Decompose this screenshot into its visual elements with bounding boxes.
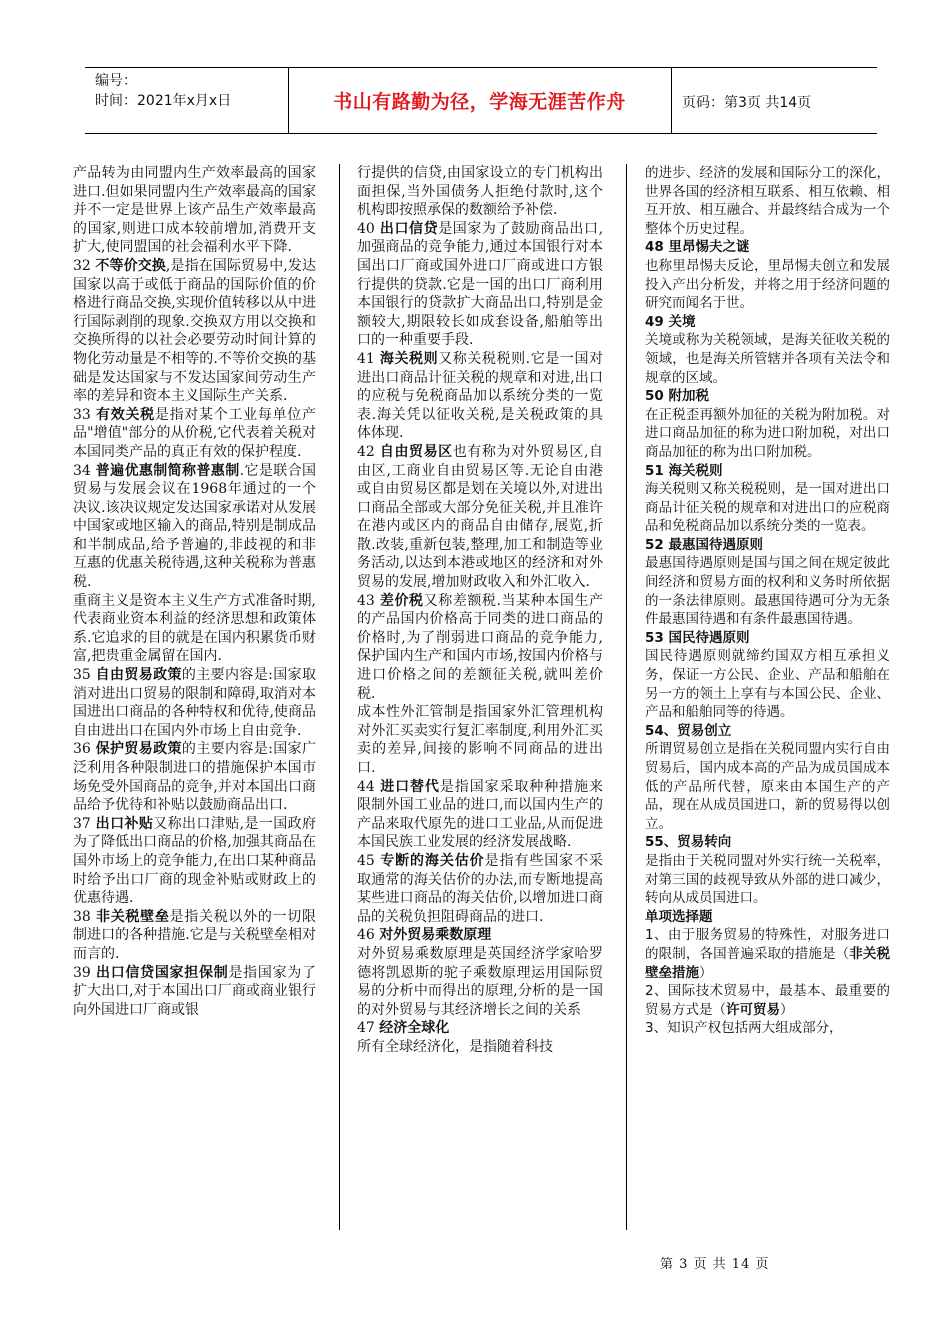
entry-number: 33 [73, 406, 96, 423]
term-entry [357, 926, 603, 945]
term-entry [73, 815, 316, 908]
column-separator [339, 164, 340, 1230]
entry-text: 3、知识产权包括两大组成部分， [645, 1020, 843, 1037]
entry-text: 国民待遇原则就缔约国双方相互承担义务，保证一方公民、企业、产品和船舶在另一方的领土上享有与本国公民、企业、产品和船舶同等的待遇。 [645, 648, 890, 721]
term-title: 出口信贷 [379, 220, 439, 237]
entry-number: 43 [357, 592, 380, 609]
entry-text: 是指关税以外的一切限制进口的各种措施.它是与关税壁垒相对而言的. [73, 908, 317, 962]
term-entry [357, 350, 603, 443]
paragraph [645, 926, 890, 982]
paragraph [357, 945, 603, 1019]
term-entry [73, 257, 316, 406]
page-footer: 第 3 页 共 14 页 [660, 1257, 770, 1272]
term-title: 进口替代 [380, 778, 440, 795]
term-title: 经济全球化 [379, 1020, 450, 1037]
entry-text: 海关税则又称关税税则，是一国对进出口商品计征关税的规章和对进出口的应税商品和免税商品加以系统分类的一览表。 [645, 481, 890, 535]
entry-text: 的主要内容是:国家取消对进出口贸易的限制和障碍,取消对本国进出口商品的各种特权和优待,使商品自由进出口在国内外市场上自由竞争. [73, 667, 317, 739]
paragraph [645, 647, 890, 721]
section-heading: 49 关境 [645, 313, 696, 330]
term-title: 自由贸易政策 [95, 667, 182, 684]
entry-number: 44 [357, 778, 381, 795]
term-title: 普遍优惠制简称普惠制 [95, 462, 240, 479]
section-heading: 50 附加税 [645, 388, 709, 405]
term-entry [357, 1019, 603, 1038]
entry-number: 32 [73, 257, 96, 274]
header-page-code: 页码：第3页 共14页 [682, 95, 812, 111]
section-heading: 51 海关税则 [645, 462, 723, 479]
term-entry [357, 592, 603, 704]
entry-number: 38 [73, 908, 96, 925]
entry-text: 成本性外汇管制是指国家外汇管理机构对外汇买卖实行复汇率制度,利用外汇买卖的差异,间接的影响不同商品的进出口. [357, 704, 603, 776]
entry-text: 1、由于服务贸易的特殊性，对服务进口的限制，各国普遍采取的措施是（ [645, 927, 890, 962]
paragraph [645, 257, 890, 313]
entry-text: 行提供的信贷,由国家设立的专门机构出面担保,当外国债务人拒绝付款时,这个机构即按照承保的数额给予补偿. [357, 165, 603, 219]
entry-text: 是指国家为了扩大出口,对于本国出口厂商或商业银行向外国进口厂商或银 [73, 964, 317, 1018]
term-title: 非关税壁垒 [95, 908, 170, 925]
entry-text: .它是联合国贸易与发展会议在1968年通过的一个决议.该决议规定发达国家承诺对从发展中国家或地区输入的商品,特别是制成品和半制成品,给予普遍的,非歧视的和非互惠的优惠关税待遇,这种关税称为普惠税. [73, 462, 317, 591]
section-heading: 52 最惠国待遇原则 [645, 536, 763, 553]
section-heading: 54、贸易创立 [645, 722, 732, 739]
paragraph [357, 703, 603, 777]
term-entry [73, 740, 316, 814]
header-number: 编号： [95, 73, 137, 89]
paragraph [645, 982, 890, 1019]
entry-number: 35 [73, 667, 96, 684]
term-entry [357, 852, 603, 926]
paragraph [645, 164, 890, 238]
term-title: 对外贸易乘数原理 [379, 927, 492, 944]
entry-text: ） [780, 1001, 794, 1018]
term-entry [357, 443, 603, 592]
entry-text: 在正税歪再额外加征的关税为附加税。对进口商品加征的称为进口附加税，对出口商品加征的称为出口附加税。 [645, 406, 890, 460]
paragraph [645, 554, 890, 628]
entry-number: 39 [73, 964, 96, 981]
paragraph [73, 164, 316, 257]
entry-text: 是国家为了鼓励商品出口,加强商品的竞争能力,通过本国银行对本国出口厂商或国外进口厂商或进口方银行提供的贷款.它是一国的出口厂商利用本国银行的贷款扩大商品出口,特别是金额较大,期限较长如成套设备,船舶等出口的一种重要手段. [357, 220, 604, 349]
header-motto: 书山有路勤为径，学海无涯苦作舟 [333, 91, 626, 113]
section-heading: 53 国民待遇原则 [645, 629, 750, 646]
section-heading: 单项选择题 [645, 908, 713, 925]
paragraph [645, 331, 890, 387]
entry-number: 47 [357, 1020, 380, 1037]
term-entry [73, 908, 316, 964]
header-top-rule [85, 67, 877, 68]
entry-text: ,是指在国际贸易中,发达国家以高于或低于商品的国际价值的价格进行商品交换,实现价值转移以从中进行国际剥削的现象.交换双方用以交换和交换所得的以社会必要劳动时间计算的物化劳动量是不相等的.不等价交换的基础是发达国家与不发达国家间劳动生产率的差异和资本主义国际生产关系. [73, 257, 317, 405]
entry-text: 的进步、经济的发展和国际分工的深化，世界各国的经济相互联系、相互依赖、相互开放、相互融合、并最终结合成为一个整体个历史过程。 [645, 165, 890, 237]
header-meta [95, 71, 231, 111]
entry-text: 是指有些国家不采取通常的海关估价的办法,而专断地提高某些进口商品的海关估价,以增加进口商品的关税负担阻碍商品的进口. [357, 852, 604, 925]
term-title: 保护贸易政策 [95, 741, 182, 758]
term-title: 自由贸易区 [379, 443, 453, 460]
entry-text: 所谓贸易创立是指在关税同盟内实行自由贸易后，国内成本高的产品为成员国成本低的产品所代替，原来由本国生产的产品，现在从成员国进口，新的贸易得以创立。 [645, 741, 890, 832]
entry-text: 的主要内容是:国家广泛利用各种限制进口的措施保护本国市场免受外国商品的竞争,并对本国出口商品给予优待和补贴以鼓励商品出口. [73, 741, 317, 814]
paragraph [645, 1019, 890, 1038]
entry-text: 关境或称为关税领域，是海关征收关税的领域，也是海关所管辖并各项有关法令和规章的区域。 [645, 332, 890, 386]
term-title: 专断的海关估价 [380, 852, 485, 869]
entry-text: 是指由于关税同盟对外实行统一关税率，对第三国的歧视导致从外部的进口减少，转向从成员国进口。 [645, 852, 890, 907]
header-divider-right [671, 67, 672, 134]
answer-text: 非关税壁垒措施 [645, 945, 891, 981]
paragraph [645, 852, 890, 908]
section-heading: 48 里昂惕夫之谜 [645, 239, 750, 256]
entry-text: 也称里昂惕夫反论，里昂惕夫创立和发展投入产出分析发，并将之用于经济问题的研究而闻名于世。 [645, 257, 890, 312]
term-entry [73, 666, 316, 740]
entry-text: 所有全球经济化，是指随着科技 [357, 1038, 553, 1055]
header-time: 时间：2021年x月x日 [95, 93, 232, 109]
entry-text: 又称关税税则.它是一国对进出口商品计征关税的规章和对进,出口的应税与免税商品加以系统分类的一览表.海关凭以征收关税,是关税政策的具体体现. [357, 350, 604, 442]
entry-text: 是指国家采取种种措施来限制外国工业品的进口,而以国内生产的产品来取代原先的进口工业品,从而促进本国民族工业发展的经济发展战略. [357, 778, 604, 851]
column-1 [73, 164, 316, 1019]
paragraph [645, 740, 890, 833]
paragraph [73, 592, 316, 666]
entry-text: 产品转为由同盟内生产效率最高的国家进口.但如果同盟内生产效率最高的国家并不一定是世界上该产品生产效率最高的国家,则进口成本较前增加,消费开支扩大,使同盟国的社会福利水平下降. [73, 165, 316, 256]
term-entry [357, 220, 603, 350]
column-3 [645, 164, 890, 1038]
entry-text: 对外贸易乘数原理是英国经济学家哈罗德将凯恩斯的驼子乘数原理运用国际贸易的分析中而得出的原理,分析的是一国的对外贸易与其经济增长之间的关系 [357, 945, 603, 1018]
term-title: 出口补贴 [95, 815, 154, 832]
paragraph [645, 406, 890, 462]
column-2 [357, 164, 603, 1057]
term-title: 不等价交换 [95, 257, 166, 274]
entry-number: 41 [357, 350, 380, 367]
section-heading: 55、贸易转向 [645, 834, 732, 851]
column-separator [626, 164, 627, 1230]
entry-number: 36 [73, 741, 96, 758]
entry-text: 又称差额税.当某种本国生产的产品国内价格高于同类的进口商品的价格时,为了削弱进口商品的竞争能力,保护国内生产和国内市场,按国内价格与进口价格之间的差额征关税,就叫差价税. [357, 592, 604, 702]
paragraph [645, 480, 890, 536]
entry-text: 也有称为对外贸易区,自由区,工商业自由贸易区等.无论自由港或自由贸易区都是划在关境以外,对进出口商品全部或大部分免征关税,并且准许在港内或区内的商品自由储存,展览,折散.改装,重新包装,整理,加工和制造等业务活动,以达到本港或地区的经济和对外贸易的发展,增加财政收入和外汇收入. [357, 443, 604, 591]
entry-number: 40 [357, 220, 380, 237]
paragraph [357, 164, 603, 220]
entry-text: 重商主义是资本主义生产方式准备时期,代表商业资本利益的经济思想和政策体系.它追求的目的就是在国内积累货币财富,把贵重金属留在国内. [73, 592, 316, 665]
paragraph [357, 1038, 603, 1057]
entry-number: 34 [73, 462, 96, 479]
page-header [85, 67, 877, 135]
header-bottom-rule [85, 133, 877, 134]
term-title: 有效关税 [95, 406, 155, 423]
entry-text: 又称出口津贴,是一国政府为了降低出口商品的价格,加强其商品在国外市场上的竞争能力,在出口某种商品时给予出口厂商的现金补贴或财政上的优惠待遇. [73, 815, 317, 907]
entry-text: 是指对某个工业每单位产品"增值"部分的从价税,它代表着关税对本国同类产品的真正有效的保护程度. [73, 406, 317, 460]
entry-number: 42 [357, 443, 380, 460]
entry-text: ） [699, 964, 713, 981]
entry-number: 37 [73, 815, 96, 832]
answer-text: 许可贸易 [726, 1001, 780, 1018]
term-entry [73, 964, 316, 1020]
entry-number: 45 [357, 852, 381, 869]
term-title: 出口信贷国家担保制 [95, 964, 229, 981]
entry-text: 2、国际技术贸易中，最基本、最重要的贸易方式是（ [645, 983, 890, 1018]
term-entry [357, 778, 603, 852]
term-entry [73, 406, 316, 462]
term-entry [73, 462, 316, 592]
term-title: 差价税 [379, 592, 424, 609]
entry-number: 46 [357, 927, 380, 944]
entry-text: 最惠国待遇原则是国与国之间在规定彼此间经济和贸易方面的权利和义务时所依据的一条法律原则。最惠国待遇可分为无条件最惠国待遇和有条件最惠国待遇。 [645, 555, 890, 628]
term-title: 海关税则 [379, 350, 439, 367]
